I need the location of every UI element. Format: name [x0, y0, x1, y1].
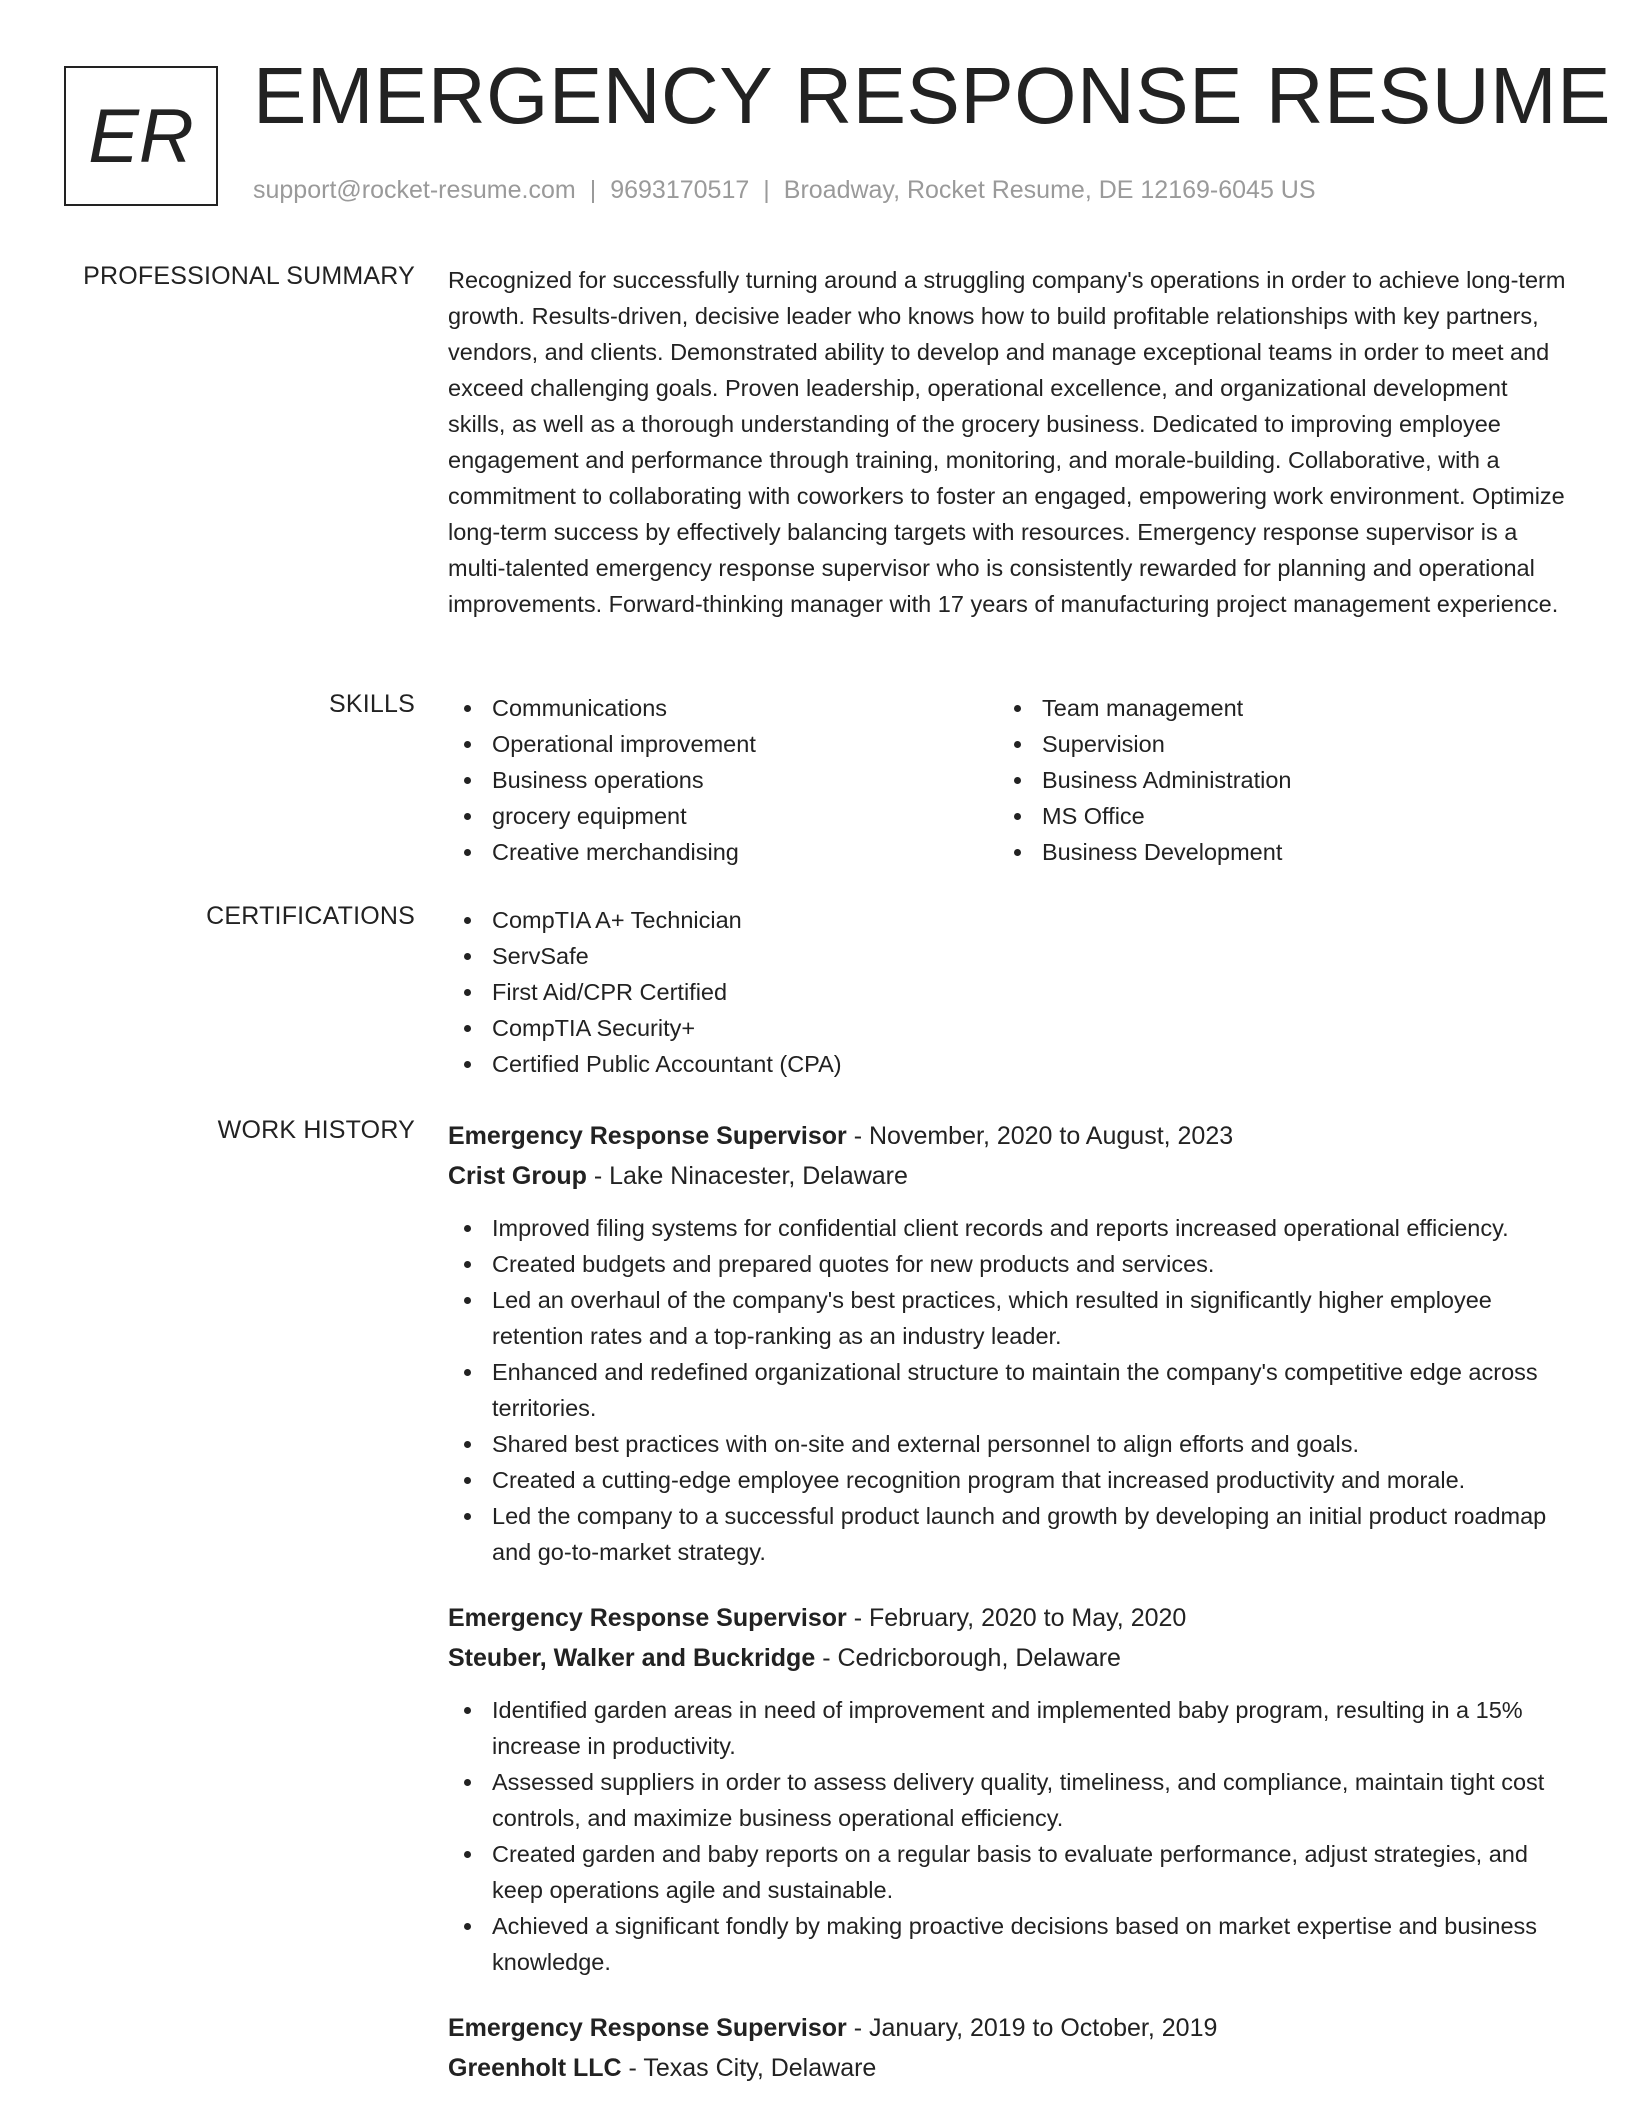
separator: | [763, 176, 770, 204]
resume-title: EMERGENCY RESPONSE RESUME [253, 51, 1611, 140]
job-entry [448, 2008, 1568, 2088]
job-dates: - January, 2019 to October, 2019 [846, 2014, 1218, 2042]
skill-item: Business Administration [998, 762, 1548, 798]
job-entry [448, 1116, 1568, 1570]
job-bullet: Enhanced and redefined organizational structure to maintain the company's competitive edge across territories. [448, 1354, 1568, 1426]
job-title-line [448, 1598, 1568, 1638]
section-label-skills: SKILLS [329, 690, 415, 718]
skill-item: Creative merchandising [448, 834, 998, 870]
job-title-line [448, 2008, 1568, 2048]
skills-list-left [448, 690, 998, 870]
job-dates: - February, 2020 to May, 2020 [846, 1604, 1187, 1632]
job-bullet: Assessed suppliers in order to assess delivery quality, timeliness, and compliance, maintain tight cost controls, and maximize business operational efficiency. [448, 1764, 1568, 1836]
contact-phone[interactable]: 9693170517 [610, 176, 750, 204]
job-title: Emergency Response Supervisor [448, 1604, 847, 1632]
job-company: Crist Group [448, 1162, 587, 1190]
job-bullet: Led the company to a successful product launch and growth by developing an initial product roadmap and go-to-market strategy. [448, 1498, 1568, 1570]
section-label-work-history: WORK HISTORY [217, 1116, 415, 1144]
separator: | [589, 176, 597, 204]
job-company-line [448, 1638, 1568, 1678]
contact-address: Broadway, Rocket Resume, DE 12169-6045 US [783, 176, 1316, 204]
job-dates: - November, 2020 to August, 2023 [846, 1122, 1234, 1150]
job-bullets [448, 1210, 1568, 1570]
job-location: - Lake Ninacester, Delaware [586, 1162, 908, 1190]
skill-item: Supervision [998, 726, 1548, 762]
job-company-line [448, 1156, 1568, 1196]
skill-item: MS Office [998, 798, 1548, 834]
job-location: - Texas City, Delaware [621, 2054, 877, 2082]
skill-item: Operational improvement [448, 726, 998, 762]
job-bullet: Led an overhaul of the company's best practices, which resulted in significantly higher employee retention rates and a top-ranking as an industry leader. [448, 1282, 1568, 1354]
skills-list-right [998, 690, 1548, 870]
skill-item: Business operations [448, 762, 998, 798]
job-bullet: Achieved a significant fondly by making proactive decisions based on market expertise and business knowledge. [448, 1908, 1568, 1980]
certification-item: CompTIA A+ Technician [448, 902, 1568, 938]
job-title-line [448, 1116, 1568, 1156]
job-company-line [448, 2048, 1568, 2088]
job-title: Emergency Response Supervisor [448, 2014, 847, 2042]
skill-item: Business Development [998, 834, 1548, 870]
summary-text: Recognized for successfully turning around a struggling company's operations in order to achieve long-term growth. Results-driven, decisive leader who knows how to build profitable relationships with key partners, vendors, and clients. Demonstrated ability to develop and manage exceptional teams in order to meet and exceed challenging goals. Proven leadership, operational excellence, and organizational development skills, as well as a thorough understanding of the grocery business. Dedicated to improving employee engagement and performance through training, monitoring, and morale-building. Collaborative, with a commitment to collaborating with coworkers to foster an engaged, empowering work environment. Optimize long-term success by effectively balancing targets with resources. Emergency response supervisor is a multi-talented emergency response supervisor who is consistently rewarded for planning and operational improvements. Forward-thinking manager with 17 years of manufacturing project management experience. [448, 267, 1566, 617]
job-bullets [448, 1692, 1568, 1980]
job-company: Steuber, Walker and Buckridge [448, 1644, 816, 1672]
job-bullet: Created budgets and prepared quotes for new products and services. [448, 1246, 1568, 1282]
job-bullet: Shared best practices with on-site and external personnel to align efforts and goals. [448, 1426, 1568, 1462]
skill-item: grocery equipment [448, 798, 998, 834]
skill-item: Team management [998, 690, 1548, 726]
job-company: Greenholt LLC [448, 2054, 622, 2082]
monogram-logo: ER [64, 66, 218, 206]
job-title: Emergency Response Supervisor [448, 1122, 847, 1150]
job-bullet: Identified garden areas in need of improvement and implemented baby program, resulting in a 15% increase in productivity. [448, 1692, 1568, 1764]
certifications-list [448, 902, 1568, 1082]
certification-item: ServSafe [448, 938, 1568, 974]
section-label-certifications: CERTIFICATIONS [206, 902, 415, 930]
job-location: - Cedricborough, Delaware [815, 1644, 1121, 1672]
job-bullet: Created garden and baby reports on a regular basis to evaluate performance, adjust strategies, and keep operations agile and sustainable. [448, 1836, 1568, 1908]
skill-item: Communications [448, 690, 998, 726]
job-bullet: Improved filing systems for confidential client records and reports increased operational efficiency. [448, 1210, 1568, 1246]
contact-email[interactable]: support@rocket-resume.com [253, 176, 576, 204]
certification-item: First Aid/CPR Certified [448, 974, 1568, 1010]
job-entry [448, 1598, 1568, 1980]
contact-line [253, 176, 1316, 205]
section-label-summary: PROFESSIONAL SUMMARY [83, 262, 415, 290]
certification-item: Certified Public Accountant (CPA) [448, 1046, 1568, 1082]
certification-item: CompTIA Security+ [448, 1010, 1568, 1046]
job-bullet: Created a cutting-edge employee recognition program that increased productivity and morale. [448, 1462, 1568, 1498]
